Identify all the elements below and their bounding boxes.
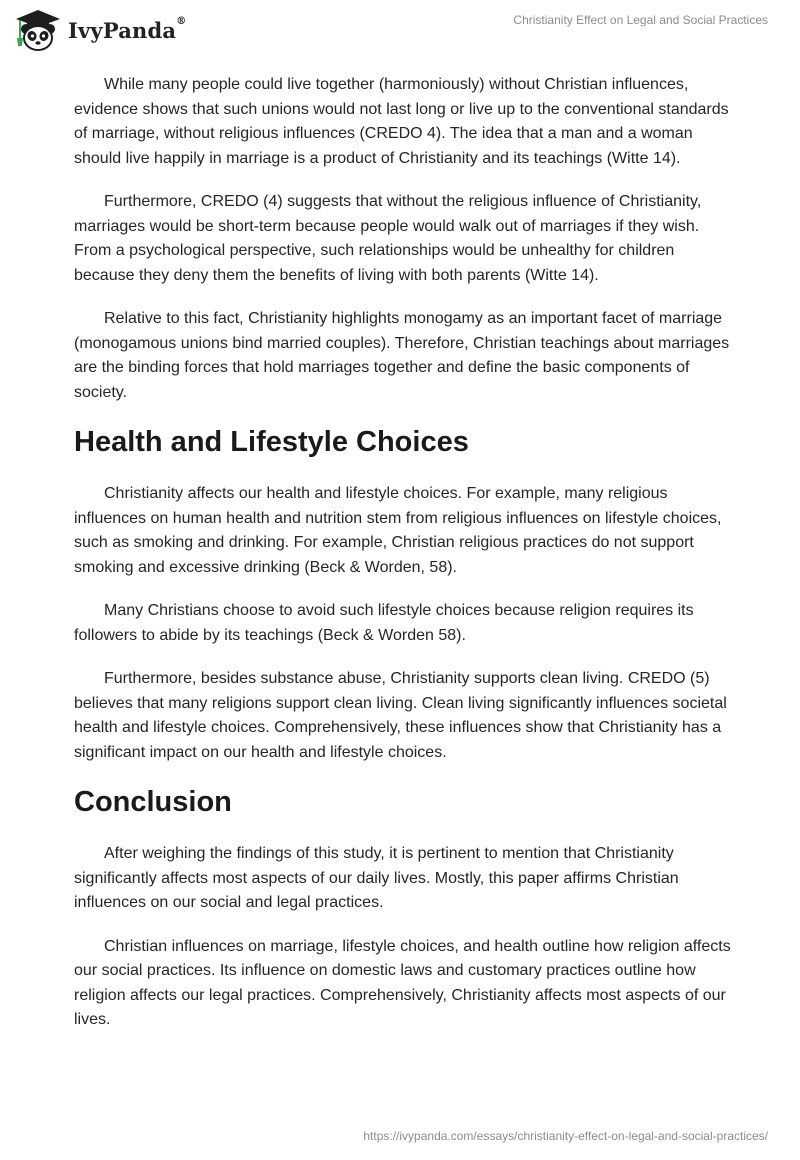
page-header [0,0,800,64]
paragraph: Furthermore, besides substance abuse, Christianity supports clean living. CREDO (5) believes that many religions support clean living. Clean living significantly influences societal health and lifestyle choices. Comprehensively, these influences show that Christianity has a significant impact on our health and lifestyle choices. [74,670,727,761]
paragraph: Christian influences on marriage, lifestyle choices, and health outline how religion affects our social practices. Its influence on domestic laws and customary practices outline how religion affects our legal practices. Comprehensively, Christianity affects most aspects of our lives. [74,937,731,1028]
paragraph: Furthermore, CREDO (4) suggests that without the religious influence of Christianity, marriages would be short-term because people would walk out of marriages if they wish. From a psychological perspective, such relationships would be unhealthy for children because they deny them the benefits of living with both parents (Witte 14). [74,193,702,284]
source-url[interactable]: https://ivypanda.com/essays/christianity-effect-on-legal-and-social-practices/ [363,1129,768,1143]
paragraph: Christianity affects our health and lifestyle choices. For example, many religious influences on human health and nutrition stem from religious influences on lifestyle choices, such as smoking and drinking. For example, Christian religious practices do not support smoking and excessive drinking (Beck & Worden, 58). [74,485,722,576]
logo-text: IvyPanda® [68,15,187,43]
registered-mark: ® [176,15,187,27]
section-heading-conclusion: Conclusion [74,786,232,818]
paragraph: While many people could live together (harmoniously) without Christian influences, evidence shows that such unions would not last long or live up to the conventional standards of marriage, without religious influences (CREDO 4). The idea that a man and a woman should live happily in marriage is a product of Christianity and its teachings (Witte 14). [74,76,729,167]
paragraph: Many Christians choose to avoid such lifestyle choices because religion requires its followers to abide by its teachings (Beck & Worden 58). [74,602,694,644]
paragraph: Relative to this fact, Christianity highlights monogamy as an important facet of marriage (monogamous unions bind married couples). Therefore, Christian teachings about marriages are the binding forces that hold marriages together and define the basic components of society. [74,310,730,401]
document-title: Christianity Effect on Legal and Social Practices [513,13,768,27]
essay-content [74,73,734,1052]
panda-graduate-icon [14,8,62,52]
paragraph: After weighing the findings of this study, it is pertinent to mention that Christianity significantly affects most aspects of our daily lives. Mostly, this paper affirms Christian influences on our social and legal practices. [74,845,679,911]
ivypanda-logo[interactable] [14,8,186,52]
section-heading-health: Health and Lifestyle Choices [74,426,469,458]
